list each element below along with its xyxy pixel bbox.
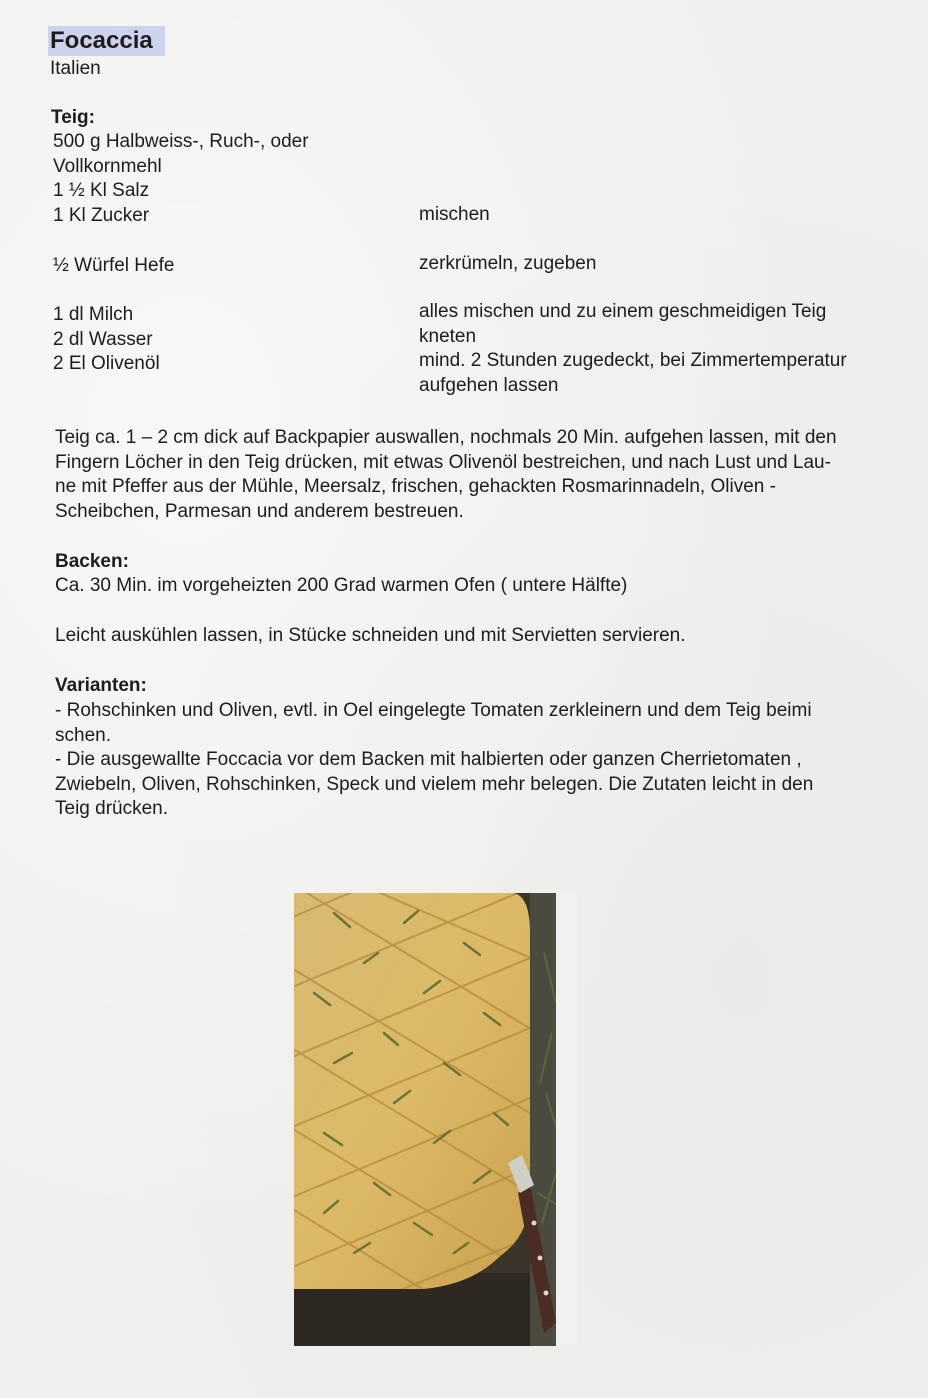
variant-item-1 xyxy=(55,699,898,748)
ingredient-line: 2 dl Wasser xyxy=(53,328,153,350)
focaccia-photo xyxy=(294,893,578,1346)
ingredient-group-3 xyxy=(53,303,373,377)
recipe-origin: Italien xyxy=(50,58,101,79)
ingredient-group-2 xyxy=(53,254,373,279)
step-line: mind. 2 Stunden zugedeckt, bei Zimmertemperatur xyxy=(419,350,847,371)
recipe-title: Focaccia xyxy=(48,26,165,56)
variant-line: Zwiebeln, Oliven, Rohschinken, Speck und vielem mehr belegen. Die Zutaten leicht in den xyxy=(55,773,814,795)
dough-heading: Teig: xyxy=(51,107,95,128)
variant-line: - Die ausgewallte Foccacia vor dem Backen mit halbierten oder ganzen Cherrietomaten , xyxy=(55,749,802,770)
step-1: mischen xyxy=(419,204,490,225)
ingredient-line: 500 g Halbweiss-, Ruch-, oder xyxy=(53,131,309,152)
step-2: zerkrümeln, zugeben xyxy=(419,253,597,274)
shaping-paragraph xyxy=(55,426,895,524)
variant-line: schen. xyxy=(55,724,111,746)
baking-text: Ca. 30 Min. im vorgeheizten 200 Grad warmen Ofen ( untere Hälfte) xyxy=(55,575,628,596)
paragraph-line: Fingern Löcher in den Teig drücken, mit etwas Olivenöl bestreichen, und nach Lust und Lau- xyxy=(55,451,831,473)
variant-item-2 xyxy=(55,748,898,822)
paragraph-line: Scheibchen, Parmesan und anderem bestreuen. xyxy=(55,500,464,522)
paragraph-line: Teig ca. 1 – 2 cm dick auf Backpapier auswallen, nochmals 20 Min. aufgehen lassen, mit den xyxy=(55,427,837,448)
ingredient-line: 2 El Olivenöl xyxy=(53,353,160,374)
ingredient-line: 1 ½ Kl Salz xyxy=(53,180,150,201)
variant-line: - Rohschinken und Oliven, evtl. in Oel eingelegte Tomaten zerkleinern und dem Teig beimi xyxy=(55,700,812,721)
paragraph-line: ne mit Pfeffer aus der Mühle, Meersalz, frischen, gehackten Rosmarinnadeln, Oliven - xyxy=(55,476,776,497)
ingredient-line: 1 dl Milch xyxy=(53,304,134,325)
baking-heading: Backen: xyxy=(55,551,129,572)
variants-heading: Varianten: xyxy=(55,675,147,696)
variant-line: Teig drücken. xyxy=(55,798,169,819)
serving-text: Leicht auskühlen lassen, in Stücke schneiden und mit Servietten servieren. xyxy=(55,625,686,646)
ingredient-group-1 xyxy=(53,130,373,228)
ingredient-line: Vollkornmehl xyxy=(53,155,162,177)
step-3 xyxy=(419,300,889,398)
step-line: aufgehen lassen xyxy=(419,374,559,396)
step-line: kneten xyxy=(419,325,477,347)
ingredient-line: 1 Kl Zucker xyxy=(53,204,150,226)
step-line: alles mischen und zu einem geschmeidigen Teig xyxy=(419,301,827,322)
ingredient-line: ½ Würfel Hefe xyxy=(53,255,175,276)
